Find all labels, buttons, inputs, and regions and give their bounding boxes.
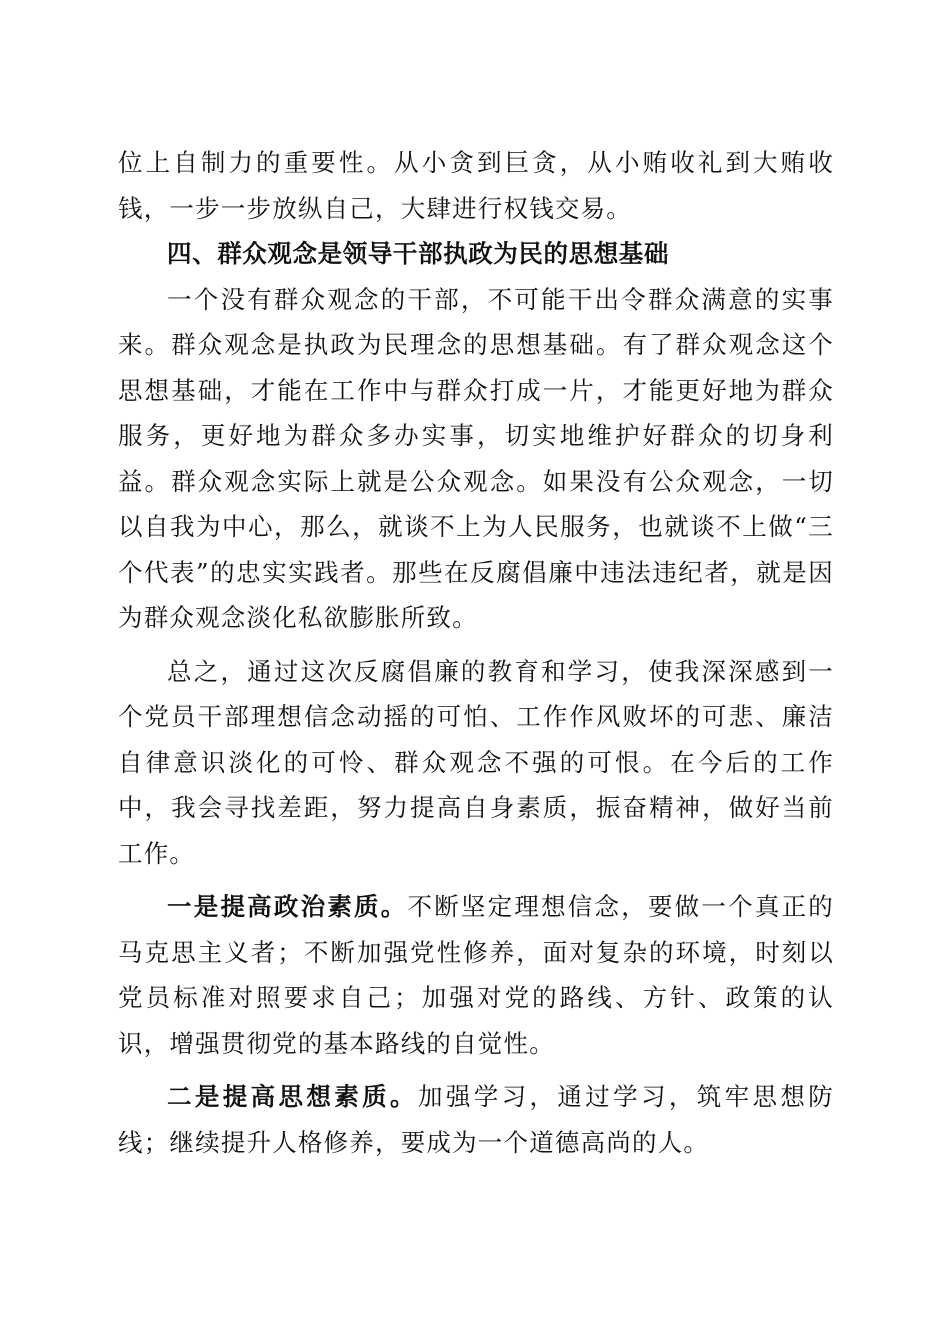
point-two-body: 加强学习，通过学习，筑牢思想防线；继续提升人格修养，要成为一个道德高尚的人。 [118, 1082, 834, 1157]
section-heading: 四、群众观念是领导干部执政为民的思想基础 [167, 239, 669, 268]
document-body [118, 140, 834, 1165]
point-one-paragraph [118, 884, 834, 1066]
continuation-paragraph: 位上自制力的重要性。从小贪到巨贪，从小贿收礼到大贿收钱，一步一步放纵自己，大肆进行权钱交易。 [118, 148, 834, 223]
point-one-body: 不断坚定理想信念，要做一个真正的马克思主义者；不断加强党性修养，面对复杂的环境，时刻以党员标准对照要求自己；加强对党的路线、方针、政策的认识，增强贯彻党的基本路线的自觉性。 [118, 892, 834, 1058]
summary-paragraph: 总之，通过这次反腐倡廉的教育和学习，使我深深感到一个党员干部理想信念动摇的可怕、工作作风败坏的可悲、廉洁自律意识淡化的可怜、群众观念不强的可恨。在今后的工作中，我会寻找差距，努力提高自身素质，振奋精神，做好当前工作。 [118, 656, 834, 868]
section-paragraph: 一个没有群众观念的干部，不可能干出令群众满意的实事来。群众观念是执政为民理念的思想基础。有了群众观念这个思想基础，才能在工作中与群众打成一片，才能更好地为群众服务，更好地为群众多办实事，切实地维护好群众的切身利益。群众观念实际上就是公众观念。如果没有公众观念，一切以自我为中心，那么，就谈不上为人民服务，也就谈不上做“三个代表”的忠实实践者。那些在反腐倡廉中违法违纪者，就是因为群众观念淡化私欲膨胀所致。 [118, 284, 834, 632]
point-two-lead: 二是提高思想素质。 [167, 1082, 418, 1111]
point-two-paragraph [118, 1074, 834, 1165]
point-one-lead: 一是提高政治素质。 [167, 892, 408, 921]
